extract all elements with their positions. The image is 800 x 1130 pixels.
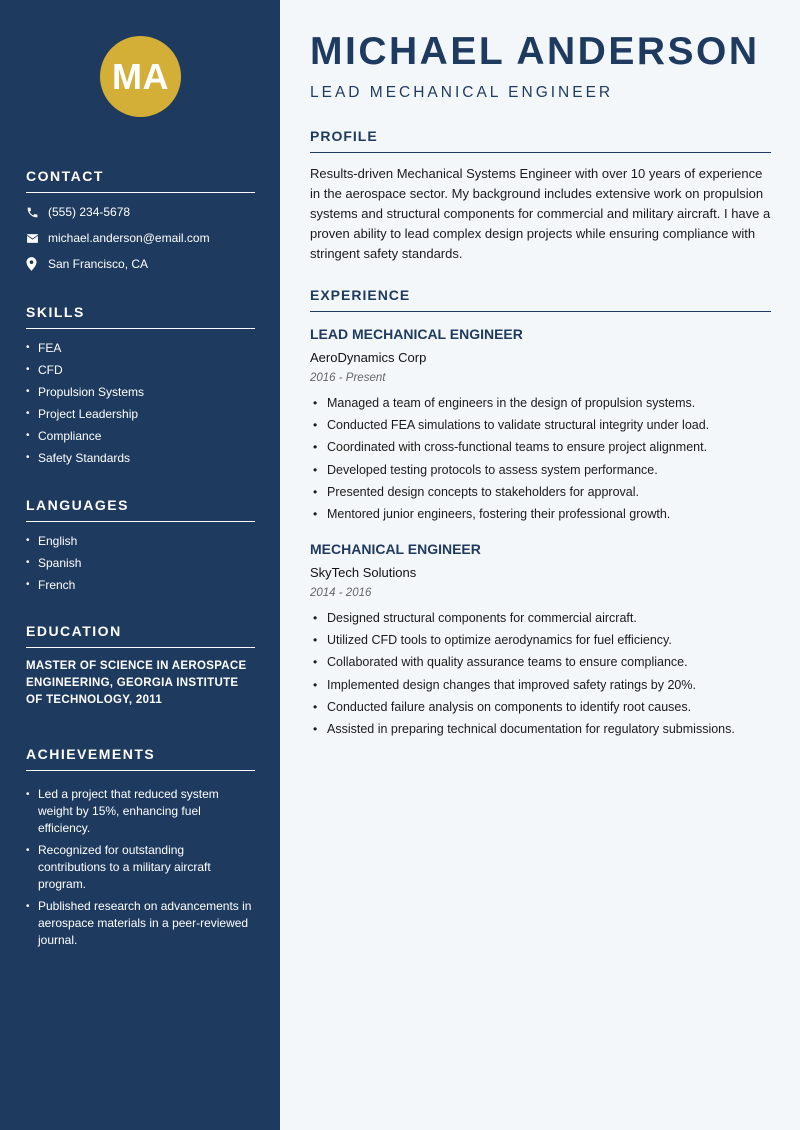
- company-name: AeroDynamics Corp: [310, 350, 427, 365]
- list-item: • FEA: [26, 337, 255, 359]
- list-item: • Collaborated with quality assurance teams to ensure compliance.: [310, 651, 771, 673]
- job-title: MECHANICAL ENGINEER: [310, 541, 481, 557]
- job-dates: 2014 - 2016: [310, 587, 372, 599]
- education-entry: MASTER OF SCIENCE IN AEROSPACE ENGINEERING, GEORGIA INSTITUTE OF TECHNOLOGY, 2011: [26, 660, 247, 706]
- contact-heading: CONTACT: [26, 168, 255, 193]
- list-item: • Conducted FEA simulations to validate structural integrity under load.: [310, 414, 771, 436]
- list-item: • CFD: [26, 359, 255, 381]
- company-name: SkyTech Solutions: [310, 565, 417, 580]
- list-item: • Conducted failure analysis on components to identify root causes.: [310, 696, 771, 718]
- list-item: • Developed testing protocols to assess system performance.: [310, 459, 771, 481]
- list-item: • Implemented design changes that improved safety ratings by 20%.: [310, 674, 771, 696]
- sidebar: [0, 0, 280, 1130]
- page-title: MICHAEL ANDERSON: [310, 30, 760, 73]
- list-item: • Coordinated with cross-functional teams to ensure project alignment.: [310, 436, 771, 458]
- phone-text: (555) 234-5678: [48, 205, 131, 219]
- contact-location: [26, 251, 255, 277]
- list-item: • Utilized CFD tools to optimize aerodynamics for fuel efficiency.: [310, 629, 771, 651]
- list-item: • Compliance: [26, 425, 255, 447]
- education-heading: EDUCATION: [26, 623, 255, 648]
- list-item: • Mentored junior engineers, fostering their professional growth.: [310, 503, 771, 525]
- list-item: • Led a project that reduced system weight by 15%, enhancing fuel efficiency.: [26, 786, 255, 837]
- avatar: MA: [100, 36, 181, 117]
- skills-section: [26, 304, 255, 469]
- job-title-subtitle: LEAD MECHANICAL ENGINEER: [310, 84, 614, 101]
- list-item: • English: [26, 530, 255, 552]
- list-item: • Spanish: [26, 552, 255, 574]
- list-item: • French: [26, 574, 255, 596]
- list-item: • Presented design concepts to stakeholders for approval.: [310, 481, 771, 503]
- location-pin-icon: [26, 257, 48, 271]
- email-text: michael.anderson@email.com: [48, 231, 210, 245]
- job-entry: [310, 326, 771, 525]
- achievements-section: [26, 746, 255, 954]
- list-item: • Propulsion Systems: [26, 381, 255, 403]
- languages-section: [26, 497, 255, 596]
- skills-list: [26, 337, 255, 469]
- contact-email: [26, 225, 255, 251]
- education-section: [26, 623, 255, 709]
- list-item: • Safety Standards: [26, 447, 255, 469]
- location-text: San Francisco, CA: [48, 257, 149, 271]
- profile-heading: PROFILE: [310, 128, 771, 153]
- list-item: • Assisted in preparing technical documentation for regulatory submissions.: [310, 718, 771, 740]
- profile-text: Results-driven Mechanical Systems Engineer with over 10 years of experience in the aerospace sector. My background includes extensive work on propulsion systems and structural components for commercial and military aircraft. I have a proven ability to lead complex design projects while ensuring compliance with stringent safety standards.: [310, 166, 771, 261]
- achievements-list: [26, 786, 255, 949]
- list-item: • Published research on advancements in aerospace materials in a peer-reviewed journal.: [26, 898, 255, 949]
- job-bullets: [310, 607, 771, 740]
- job-title: LEAD MECHANICAL ENGINEER: [310, 326, 523, 342]
- list-item: • Managed a team of engineers in the design of propulsion systems.: [310, 392, 771, 414]
- job-bullets: [310, 392, 771, 525]
- job-dates: 2016 - Present: [310, 372, 386, 384]
- achievements-heading: ACHIEVEMENTS: [26, 746, 255, 771]
- contact-section: [26, 168, 255, 277]
- job-entry: [310, 541, 771, 740]
- list-item: • Project Leadership: [26, 403, 255, 425]
- email-icon: [26, 233, 48, 244]
- list-item: • Designed structural components for commercial aircraft.: [310, 607, 771, 629]
- list-item: • Recognized for outstanding contributions to a military aircraft program.: [26, 842, 255, 893]
- languages-list: [26, 530, 255, 596]
- contact-phone: [26, 199, 255, 225]
- phone-icon: [26, 206, 48, 219]
- experience-heading: EXPERIENCE: [310, 287, 771, 312]
- languages-heading: LANGUAGES: [26, 497, 255, 522]
- skills-heading: SKILLS: [26, 304, 255, 329]
